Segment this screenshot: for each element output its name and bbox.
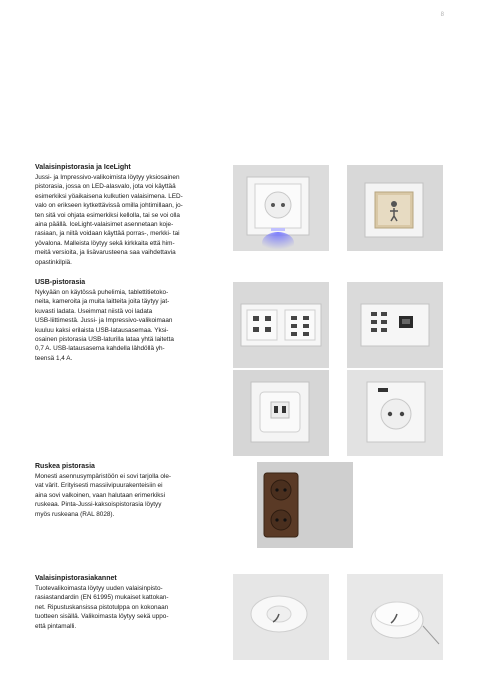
ceiling-cover-recessed-photo <box>233 574 329 660</box>
section-title: Valaisinpistorasiakannet <box>35 575 117 582</box>
socket-with-usb-photo <box>347 370 443 456</box>
section-body: Nykyään on käytössä puhelimia, tablettitietoko- neita, kameroita ja muita laitteita joita täytyy jat- kuvasti ladata. Useimmat niistä voi ladata USB-liittimestä. Jussi- ja Impressivo-valikoimaan kuuluu kaksi erilaista USB-latausasemaa. Yksi- osainen pistorasia USB-laturilla lataa yhtä laitetta 0,7 A. USB-latausasema kahdella lähdöllä yh- teensä 1,4 A. <box>35 289 174 362</box>
section-body: Jussi- ja Impressivo-valikoimista löytyy yksiosainen pistorasia, jossa on LED-alasvalo, jota voi käyttää esimerkiksi yöaikaisena kulkutien valaisimena. LED- valo on erikseen kytkettävissä omilla johtimillaan, jo- ten sitä voi ohjata esimerkiksi kellolla, tai se voi olla aina päällä. IceLight-valaisimet asennetaan koje- rasiaan, ja niitä voidaan käyttää porras-, merkki- tai yövalona. Malleista löytyy sekä kirkkaita että him- meitä versioita, ja lisävarusteena saa vaihdettavia opastinkilpiä. <box>35 174 183 266</box>
socket-with-led-photo <box>233 165 329 251</box>
section-title: Valaisinpistorasia ja IceLight <box>35 164 131 171</box>
section-ruskea-pistorasia <box>35 462 227 519</box>
section-title: USB-pistorasia <box>35 279 86 286</box>
page-number: 8 <box>440 12 444 18</box>
usb-station-single-frame-photo <box>347 282 443 368</box>
usb-socket-photo <box>233 370 329 456</box>
usb-station-double-frame-photo <box>233 282 329 368</box>
section-body: Monesti asennusympäristöön ei sovi tarjolla ole- vat värit. Erityisesti massiivipuurakenteisiin ei aina sovi valkoinen, vaan halutaan erimerkiksi ruskeaa. Pinta-Jussi-kaksoispistorasia löytyy myös ruskeana (RAL 8028). <box>35 473 172 518</box>
section-valaisinpistorasiakannet <box>35 574 227 631</box>
icelight-photo <box>347 165 443 251</box>
section-valaisinpistorasia-icelight <box>35 163 227 267</box>
section-body: Tuotevalikoimasta löytyy uuden valaisinpisto- rasiastandardin (EN 61995) mukaiset kattokan- net. Ripustuskansissa pistotulppa on kokonaan tuotteen sisällä. Valikoimasta löytyy sekä uppo- että pintamalli. <box>35 585 169 630</box>
section-title: Ruskea pistorasia <box>35 463 95 470</box>
ceiling-cover-surface-photo <box>347 574 443 660</box>
brown-double-socket-photo <box>257 462 353 548</box>
section-usb-pistorasia <box>35 278 227 363</box>
